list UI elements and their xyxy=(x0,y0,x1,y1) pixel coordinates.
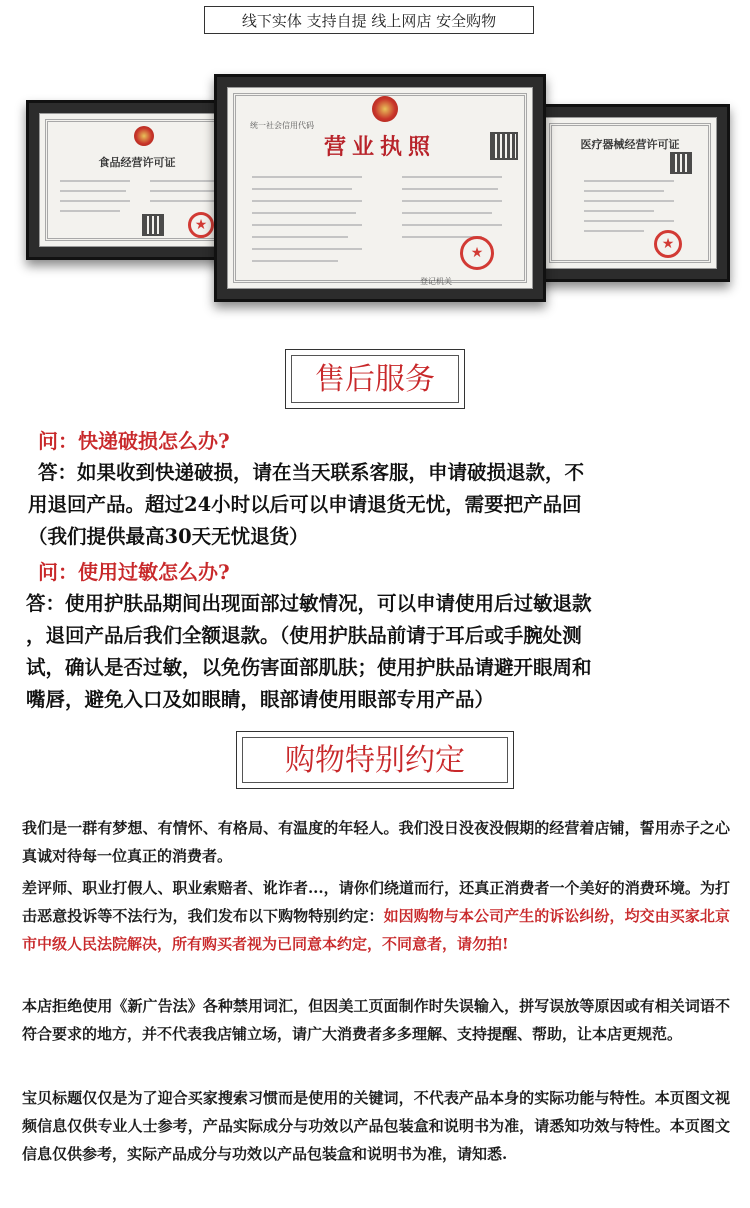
agreement-paragraph-2-text: 差评师、职业打假人、职业索赔者、讹诈者...，请你们绕道而行，还真正消费者一个美好的消费环境。为打击恶意投诉等不法行为，我们发布以下购物特别约定： xyxy=(22,879,730,925)
business-license-title: 营业执照 xyxy=(323,134,436,160)
after-sales-title: 售后服务 xyxy=(315,362,435,397)
answer-line: 用退回产品。超过24小时以后可以申请退货无忧，需要把产品回 xyxy=(28,493,582,516)
answer-line: 试，确认是否过敏，以免伤害面部肌肤；使用护肤品请避开眼周和 xyxy=(26,656,592,679)
business-license-frame xyxy=(214,74,546,302)
authority-label: 登记机关 xyxy=(420,277,452,286)
agreement-paragraph-4: 宝贝标题仅仅是为了迎合买家搜索习惯而是使用的关键词，不代表产品本身的实际功能与特性。本页图文视频信息仅供专业人士参考，产品实际成分与功效以产品包装盒和说明书为准，请悉知功效与特性。本页图文信息仅供参考，实际产品成分与功效以产品包装盒和说明书为准，请知悉. xyxy=(22,1089,730,1163)
agreement-paragraph-2 xyxy=(22,874,730,958)
faq-question-1: 问：快递破损怎么办? xyxy=(38,429,230,453)
qr-code-icon xyxy=(670,152,692,174)
answer-line: （我们提供最高30天无忧退货） xyxy=(28,525,309,548)
faq-question-2: 问：使用过敏怎么办? xyxy=(38,560,230,584)
answer-line: ，退回产品后我们全额退款。（使用护肤品前请于耳后或手腕处测 xyxy=(26,624,582,647)
faq-answer-2 xyxy=(26,588,730,716)
agreement-paragraph-3: 本店拒绝使用《新广告法》各种禁用词汇，但因美工页面制作时失误输入，拼写误放等原因或有相关词语不符合要求的地方，并不代表我店铺立场，请广大消费者多多理解、支持提醒、帮助，让本店更规范。 xyxy=(22,997,730,1043)
red-seal-icon xyxy=(654,230,682,258)
answer-line: 答：如果收到快递破损，请在当天联系客服，申请破损退款，不 xyxy=(38,461,585,484)
answer-line: 答：使用护肤品期间出现面部过敏情况，可以申请使用后过敏退款 xyxy=(26,592,592,615)
faq-answer-1 xyxy=(28,457,718,553)
agreement-paragraph-1: 我们是一群有梦想、有情怀、有格局、有温度的年轻人。我们没日没夜没假期的经营着店铺，誓用赤子之心真诚对待每一位真正的消费者。 xyxy=(22,819,730,865)
agreement-title-box xyxy=(236,731,514,789)
national-emblem-icon xyxy=(372,96,398,122)
red-seal-icon xyxy=(188,212,214,238)
national-emblem-icon xyxy=(134,126,154,146)
after-sales-title-box xyxy=(285,349,465,409)
top-banner: 线下实体 支持自提 线上网店 安全购物 xyxy=(204,6,534,34)
answer-line: 嘴唇，避免入口及如眼睛，眼部请使用眼部专用产品） xyxy=(26,688,495,711)
food-license-title: 食品经营许可证 xyxy=(98,156,176,169)
qr-code-icon xyxy=(490,132,518,160)
agreement-jurisdiction-notice: 如因购物与本公司产生的诉讼纠纷，均交由买家北京市中级人民法院解决，所有购买者视为已同意本约定，不同意者，请勿拍! xyxy=(22,907,730,953)
agreement-title: 购物特别约定 xyxy=(285,743,465,778)
right-license-title: 医疗器械经营许可证 xyxy=(580,138,680,151)
qr-code-icon xyxy=(142,214,164,236)
credit-code-label: 统一社会信用代码 xyxy=(250,121,314,130)
right-license-frame xyxy=(530,104,730,282)
red-seal-icon xyxy=(460,236,494,270)
